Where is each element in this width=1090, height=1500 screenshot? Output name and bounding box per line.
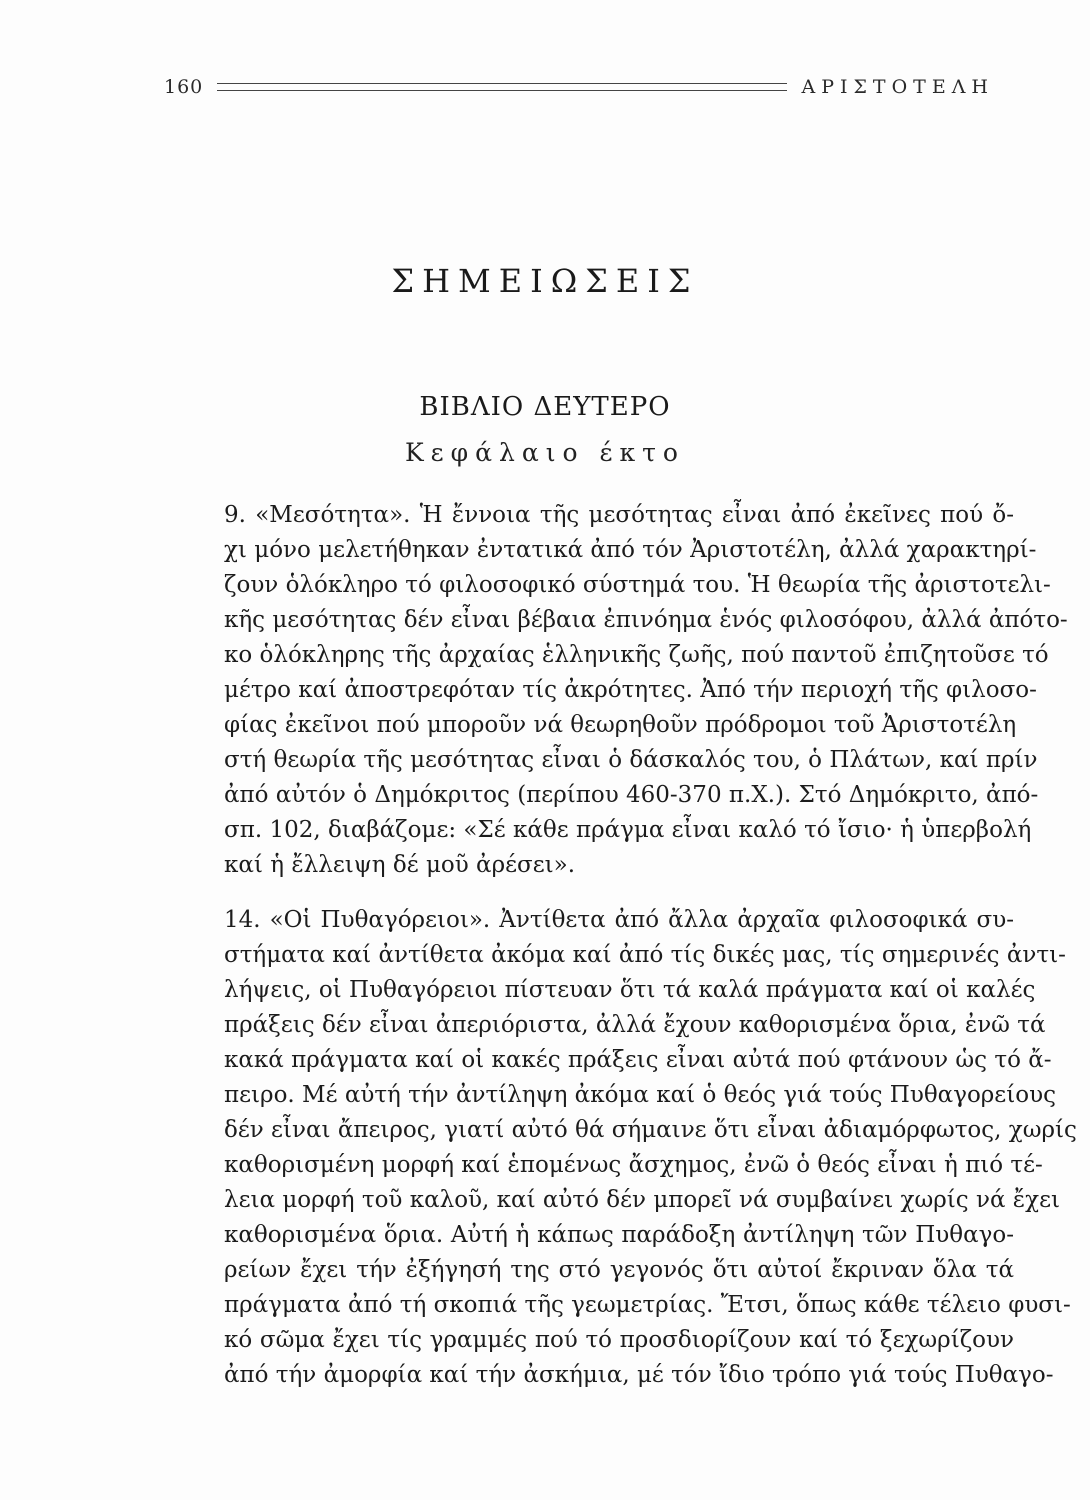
text-line: καθορισμένα ὅρια. Αὐτή ἡ κάπως παράδοξη ἀντίληψη τῶν Πυθαγο- <box>224 1222 1014 1248</box>
text-line: ἀπό αὐτόν ὁ Δημόκριτος (περίπου 460-370 π.Χ.). Στό Δημόκριτο, ἀπό- <box>224 782 1039 808</box>
text-line: ρείων ἔχει τήν ἐξήγησή της στό γεγονός ὅτι αὐτοί ἔκριναν ὅλα τά <box>224 1257 1014 1283</box>
text-line: μέτρο καί ἀποστρεφόταν τίς ἀκρότητες. Ἀπό τήν περιοχή τῆς φιλοσο- <box>224 677 1037 703</box>
text-line: φίας ἐκεῖνοι πού μποροῦν νά θεωρηθοῦν πρόδρομοι τοῦ Ἀριστοτέλη <box>224 712 1017 738</box>
notes-body <box>224 498 1077 1393</box>
running-header <box>164 72 994 102</box>
running-title: ΑΡΙΣΤΟΤΕΛΗ <box>801 76 994 98</box>
text-line: κο ὁλόκληρης τῆς ἀρχαίας ἑλληνικῆς ζωῆς, πού παντοῦ ἐπιζητοῦσε τό <box>224 642 1049 668</box>
page-number: 160 <box>164 76 204 98</box>
text-line: κό σῶμα ἔχει τίς γραμμές πού τό προσδιορίζουν καί τό ξεχωρίζουν <box>224 1327 1014 1353</box>
chapter-title: Κεφάλαιο έκτο <box>404 438 685 467</box>
text-line: κακά πράγματα καί οἱ κακές πράξεις εἶναι αὐτά πού φτάνουν ὡς τό ἄ- <box>224 1047 1052 1073</box>
text-line: λήψεις, οἱ Πυθαγόρειοι πίστευαν ὅτι τά καλά πράγματα καί οἱ καλές <box>224 977 1036 1003</box>
text-line: καθορισμένη μορφή καί ἑπομένως ἄσχημος, ἐνῶ ὁ θεός εἶναι ἡ πιό τέ- <box>224 1152 1043 1178</box>
text-line: σπ. 102, διαβάζομε: «Σέ κάθε πράγμα εἶναι καλό τό ἴσιο· ἡ ὑπερβολή <box>224 817 1032 843</box>
text-line: κῆς μεσότητας δέν εἶναι βέβαια ἐπινόημα ἑνός φιλοσόφου, ἀλλά ἀπότο- <box>224 607 1068 633</box>
book-title: ΒΙΒΛΙΟ ΔΕΥΤΕΡΟ <box>419 392 671 422</box>
text-line: στή θεωρία τῆς μεσότητας εἶναι ὁ δάσκαλός του, ὁ Πλάτων, καί πρίν <box>224 747 1038 773</box>
note-9 <box>224 498 1068 883</box>
text-line: στήματα καί ἀντίθετα ἀκόμα καί ἀπό τίς δικές μας, τίς σημερινές ἀντι- <box>224 942 1066 968</box>
section-title: ΣΗΜΕΙΩΣΕΙΣ <box>391 262 699 300</box>
text-line: χι μόνο μελετήθηκαν ἐντατικά ἀπό τόν Ἀριστοτέλη, ἀλλά χαρακτηρί- <box>224 537 1037 563</box>
text-line: ζουν ὁλόκληρο τό φιλοσοφικό σύστημά του. Ἡ θεωρία τῆς ἀριστοτελι- <box>224 572 1051 598</box>
text-line: 9. «Μεσότητα». Ἡ ἔννοια τῆς μεσότητας εἶναι ἀπό ἐκεῖνες πού ὄ- <box>224 502 1014 528</box>
text-line: 14. «Οἱ Πυθαγόρειοι». Ἀντίθετα ἀπό ἄλλα ἀρχαῖα φιλοσοφικά συ- <box>224 907 1014 933</box>
text-line: ἀπό τήν ἀμορφία καί τήν ἀσκήμια, μέ τόν ἴδιο τρόπο γιά τούς Πυθαγο- <box>224 1362 1054 1388</box>
text-line: πράξεις δέν εἶναι ἀπεριόριστα, ἀλλά ἔχουν καθορισμένα ὅρια, ἐνῶ τά <box>224 1012 1046 1038</box>
note-14 <box>224 903 1077 1393</box>
text-line: δέν εἶναι ἄπειρος, γιατί αὐτό θά σήμαινε ὅτι εἶναι ἀδιαμόρφωτος, χωρίς <box>224 1117 1077 1143</box>
header-double-rule <box>217 83 787 91</box>
text-line: καί ἡ ἔλλειψη δέ μοῦ ἀρέσει». <box>224 852 576 878</box>
text-line: πράγματα ἀπό τή σκοπιά τῆς γεωμετρίας. Ἔτσι, ὅπως κάθε τέλειο φυσι- <box>224 1292 1071 1318</box>
text-line: λεια μορφή τοῦ καλοῦ, καί αὐτό δέν μπορεῖ νά συμβαίνει χωρίς νά ἔχει <box>224 1187 1061 1213</box>
text-line: πειρο. Μέ αὐτή τήν ἀντίληψη ἀκόμα καί ὁ θεός γιά τούς Πυθαγορείους <box>224 1082 1056 1108</box>
